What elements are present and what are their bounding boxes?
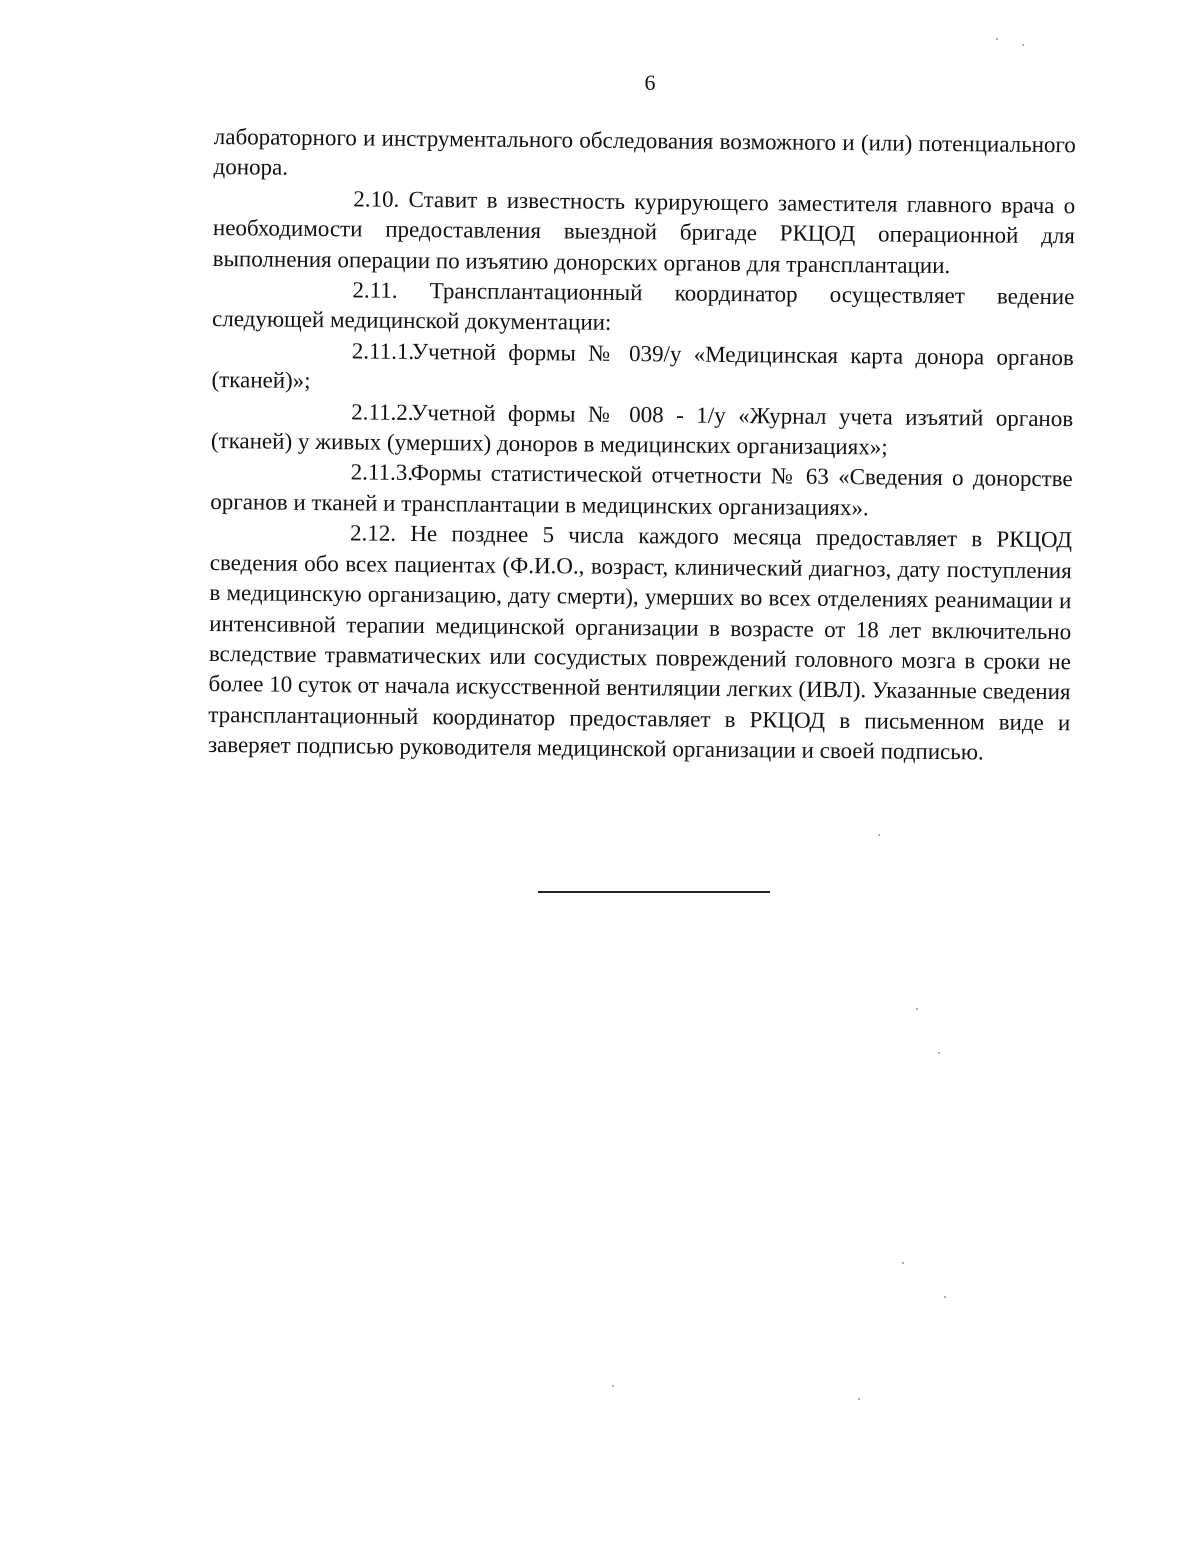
paragraph-number: 2.10. <box>353 186 400 212</box>
scan-speck <box>858 1398 860 1400</box>
scan-speck <box>1022 44 1024 46</box>
paragraph-text: Ставит в известность курирующего заместителя главного врача о необходимости предоставления выездной бригаде РКЦОД операционной для выполнения операции по изъятию донорских органов для трансплантации. <box>212 186 1076 278</box>
paragraph-text: лабораторного и инструментального обследования возможного и (или) потенциального донора. <box>213 123 1076 181</box>
paragraph-2-12 <box>208 517 1072 769</box>
paragraph-text: Учетной формы № 008 - 1/у «Журнал учета изъятий органов (тканей) у живых (умерших) доноров в медицинских организациях»; <box>210 399 1074 460</box>
scan-speck <box>916 1008 918 1010</box>
paragraph-text: Не позднее 5 числа каждого месяца предоставляет в РКЦОД сведения обо всех пациентах (Ф.И.О., возраст, клинический диагноз, дату поступления в медицинскую организацию, дату смерти), умерших во всех отделениях реанимации и интенсивной терапии медицинской организации в возрасте от 18 лет включительно вследствие травматических или сосудистых повреждений головного мозга в сроки не более 10 суток от начала искусственной вентиляции легких (ИВЛ). Указанные сведения трансплантационный координатор предоставляет в РКЦОД в письменном виде и заверяет подписью руководителя медицинской организации и своей подписью. <box>207 521 1073 765</box>
scan-speck <box>938 1052 940 1054</box>
paragraph-2-11-2 <box>211 396 1074 465</box>
scan-speck <box>996 38 998 40</box>
paragraph-text: Трансплантационный координатор осуществляет ведение следующей медицинской документации: <box>211 278 1075 336</box>
scan-speck <box>944 1296 946 1298</box>
scan-speck <box>612 1385 614 1387</box>
paragraph-text: Формы статистической отчетности № 63 «Сведения о донорстве органов и тканей и трансплантации в медицинских организациях». <box>210 460 1073 521</box>
paragraph-number: 2.11.1. <box>351 338 415 364</box>
paragraph-2-11-3 <box>210 456 1073 525</box>
paragraph-text: Учетной формы № 039/у «Медицинская карта донора органов (тканей)»; <box>211 338 1074 394</box>
page-number: 6 <box>644 70 656 95</box>
scan-speck <box>878 834 880 836</box>
paragraph-2-11-1 <box>211 335 1074 404</box>
paragraph-2-10 <box>213 183 1076 282</box>
document-body <box>208 122 1076 769</box>
paragraph-number: 2.11. <box>352 277 398 303</box>
paragraph-number: 2.11.3. <box>350 459 414 486</box>
end-separator-line <box>538 891 770 893</box>
scan-speck <box>902 1262 904 1264</box>
paragraph-number: 2.11.2. <box>351 398 414 425</box>
paragraph-continuation <box>213 122 1076 191</box>
paragraph-2-11 <box>212 274 1075 343</box>
paragraph-number: 2.12. <box>349 520 397 547</box>
